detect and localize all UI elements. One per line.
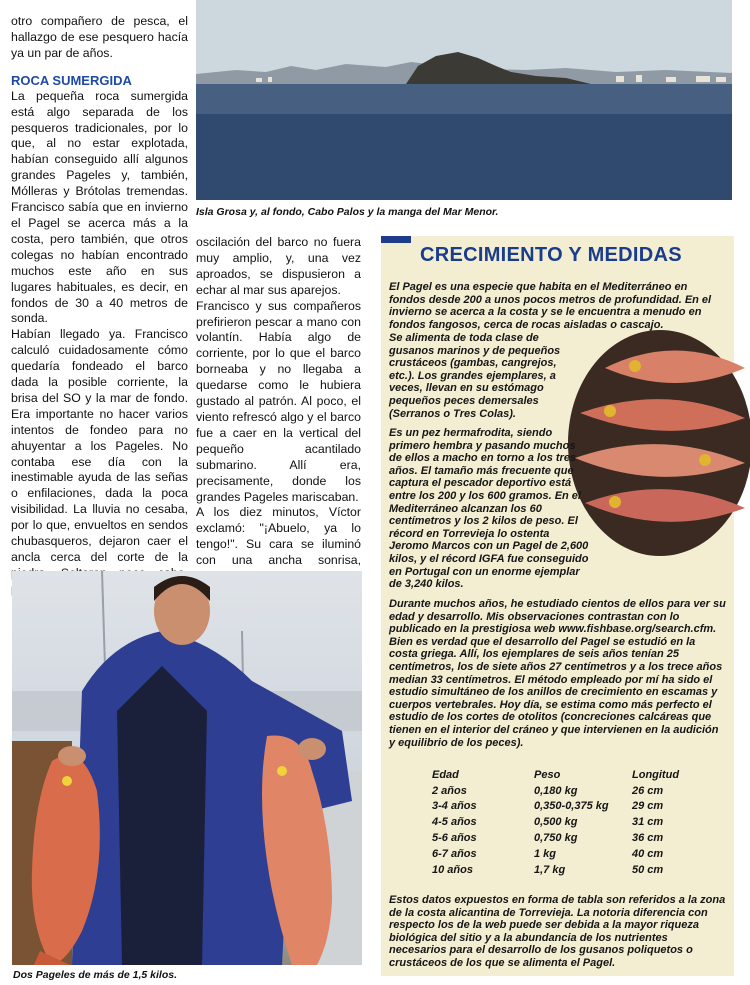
fish-cluster-illustration (565, 328, 750, 558)
growth-table-row (432, 814, 722, 830)
growth-table-row (432, 799, 722, 815)
fish-cluster-photo (565, 328, 750, 558)
growth-table-cell: 4-5 años (432, 816, 477, 829)
column-1-paragraph: La pequeña roca sumergida está algo separada de los pesqueros tradicionales, por lo que, al no estar explotada, habían conseguido allí algunos grandes Pageles y, también, Mólleras y Brótolas tremendas. Francisco sabía que en invierno el Pagel se acerca más a la costa, pero también, que otros colegas no habían encontrado muchos este año en sus lugares habituales, es decir, en fondos de 30 a 40 metros de sonda. (11, 88, 188, 326)
sidebar-title: CRECIMIENTO Y MEDIDAS (420, 244, 682, 266)
sea-photo-caption: Isla Grosa y, al fondo, Cabo Palos y la manga del Mar Menor. (196, 206, 499, 218)
boy-with-fish-photo (12, 571, 362, 965)
growth-table-cell: 3-4 años (432, 800, 477, 813)
growth-table-cell: 6-7 años (432, 847, 477, 860)
sidebar-paragraph-2: Se alimenta de toda clase de gusanos marinos y de pequeños crustáceos (gambas, cangrejos, etc.). Los grandes ejemplares, a veces, llevan en su estómago pequeños peces demersales (Serranos o Tres Colas). (389, 332, 561, 420)
sidebar-paragraph-3: Es un pez hermafrodita, siendo primero hembra y pasando muchos de ellos a macho en torno a los tres años. El tamaño más frecuente que captura el pescador deportivo está entre los 200 y los 600 gramos. En el Mediterráneo alcanzan los 60 centímetros y los 2 kilos de peso. El récord en Torrevieja lo ostenta Jeromo Marcos con un Pagel de 2,600 kilos, y el récord IGFA fue conseguido en Portugal con un enorme ejemplar de 3,240 kilos. (389, 427, 589, 591)
column-2-paragraph-1: oscilación del barco no fuera muy amplio, y, una vez aproados, se dispusieron a echar al mar sus aparejos. (196, 235, 361, 297)
growth-table-header-cell: Edad (432, 768, 459, 781)
growth-table-row (432, 846, 722, 862)
growth-table-cell: 0,350-0,375 kg (534, 800, 609, 813)
growth-table-cell: 10 años (432, 863, 473, 876)
growth-table-header-cell: Longitud (632, 768, 680, 781)
column-1-paragraph-2: Habían llegado ya. Francisco calculó cuidadosamente cómo quedaría fondeado el barco dada la posible corriente, la brisa del SO y la mar de fondo. Era importante no hacer varios intentos de fondeo para no ahuyentar a los Pageles. No contaba ese día con la inestimable ayuda de las señas o enfilaciones, dada la poca visibilidad. La lluvia no cesaba, por lo que, envueltos en sendos chubasqueros, dejaron caer el ancla cerca del corte de la (11, 327, 188, 564)
sidebar-accent-bar (381, 236, 411, 243)
growth-table-cell: 31 cm (632, 816, 664, 829)
growth-table-cell: 5-6 años (432, 832, 477, 845)
growth-table-cell: 29 cm (632, 800, 664, 813)
sidebar-paragraph-4: Durante muchos años, he estudiado cientos de ellos para ver su edad y desarrollo. Mis observaciones contrastan con lo publicado en la prestigiosa web www.fishbase.org/search.cfm. Bien es verdad que el desarrollo del Pagel se estudió en la costa griega. Allí, los ejemplares de seis años tenían 25 centímetros, los de siete años 27 centímetros y a los trece años median 33 centímetros. El método empleado por mí ha sido el estudio simultáneo de los anillos de crecimiento en escamas y cuerpos vertebrales. Hoy día, se estima como más perfecto el estudio de los cortes de otolitos (concreciones calcáreas que tienen en el interior del cráneo y que intervienen en la audición y equilibrio de los peces). (389, 598, 726, 749)
growth-table-cell: 1 kg (534, 847, 557, 860)
column-1-intro: otro compañero de pesca, el hallazgo de ese pesquero hacía ya un par de años. (11, 14, 188, 60)
growth-table-row (432, 783, 722, 799)
sidebar-paragraph-5: Estos datos expuestos en forma de tabla son referidos a la zona de la costa alicantina de Torrevieja. La notoria diferencia con respecto los de la web puede ser debida a la mayor riqueza biológica del sitio y a la abundancia de los nutrientes necesarios para el desarrollo de los gusanos poliquetos o crustáceos de los que se alimenta el Pagel. (389, 894, 726, 969)
growth-table-cell: 0,180 kg (534, 784, 578, 797)
column-2 (196, 235, 361, 601)
column-2-paragraph-3: A los diez minutos, Víctor exclamó: "¡Abuelo, ya lo tengo!". Su cara se iluminó con una ancha sonrisa, (196, 505, 361, 568)
sea-photo-illustration (196, 0, 732, 200)
growth-table (432, 767, 722, 878)
growth-table-cell: 1,7 kg (534, 863, 566, 876)
growth-table-header-cell: Peso (534, 768, 561, 781)
sidebar-paragraph-1: El Pagel es una especie que habita en el Mediterráneo en fondos desde 200 a unos pocos metros de profundidad. En el invierno se acerca a la costa y se le encuentra a menudo en fondos fangosos, cerca de rocas aisladas o cascajo. (389, 281, 712, 331)
growth-table-cell: 26 cm (632, 784, 664, 797)
growth-table-cell: 0,750 kg (534, 832, 578, 845)
column-2-paragraph-2: Francisco y sus compañeros prefirieron pescar a mano con volantín. Había algo de corriente, por lo que el barco borneaba y no llegaba a quedarse como le hubiera gustado al patrón. Al poco, el viento refrescó algo y el barco fue a caer en la vertical del pequeño acantilado submarino. Allí era, precisamente, donde los grandes Pageles mariscaban. (196, 298, 361, 504)
boy-photo-illustration (12, 571, 362, 965)
growth-table-row (432, 862, 722, 878)
growth-table-cell: 36 cm (632, 832, 664, 845)
growth-table-header (432, 767, 722, 783)
boy-photo-caption: Dos Pageles de más de 1,5 kilos. (13, 969, 177, 981)
growth-table-cell: 2 años (432, 784, 467, 797)
growth-table-cell: 40 cm (632, 847, 664, 860)
growth-table-cell: 50 cm (632, 863, 664, 876)
sea-photo (196, 0, 732, 200)
section-heading: ROCA SUMERGIDA (11, 72, 132, 88)
growth-table-cell: 0,500 kg (534, 816, 578, 829)
column-1 (11, 14, 188, 598)
growth-table-row (432, 830, 722, 846)
